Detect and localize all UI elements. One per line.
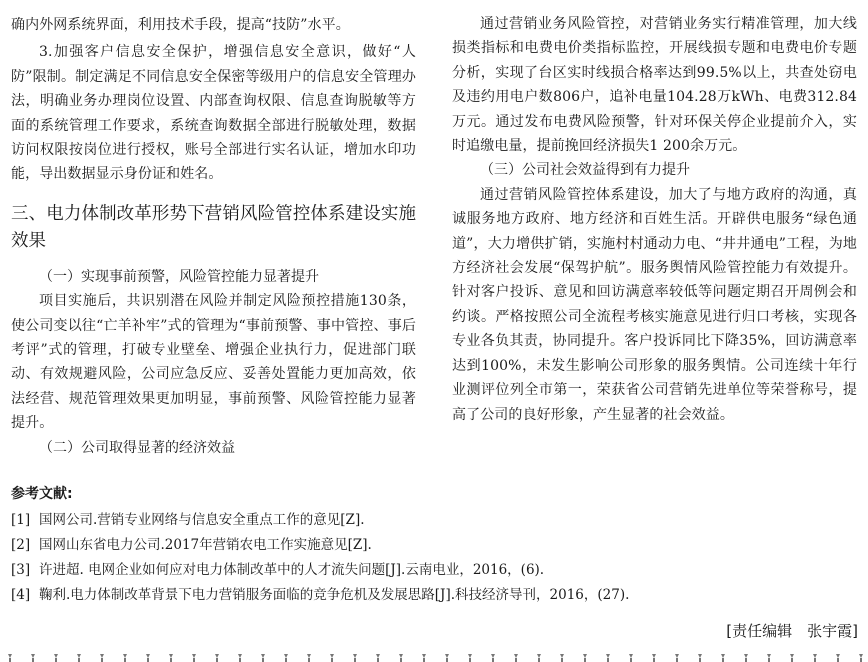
left-column: [11, 0, 416, 460]
right-column: [452, 0, 857, 427]
reference-item: [11, 510, 857, 530]
reference-number: [2]: [11, 537, 31, 553]
decorative-border-strip: [0, 652, 868, 662]
reference-item: [11, 585, 857, 605]
paragraph-sub-2: 通过营销业务风险管控，对营销业务实行精准管理，加大线损类指标和电费电价类指标监控，开展线损专题和电费电价专题分析，实现了台区实时线损合格率达到99.5%以上，共查处窃电及违约用电户数806户，追补电量104.28万kWh、电费312.84万元。通过发布电费风险预警，针对环保关停企业提前介入，实时追缴电量，提前挽回经济损失1 200余万元。: [452, 16, 857, 155]
references-title: 参考文献:: [11, 486, 73, 502]
responsible-editor: [责任编辑 张宇霞]: [726, 622, 858, 640]
reference-item: [11, 535, 857, 555]
paragraph-item-3: 3.加强客户信息安全保护，增强信息安全意识，做好“人防”限制。制定满足不同信息安全保密等级用户的信息安全管理办法，明确业务办理岗位设置、内部查询权限、信息查询脱敏等方面的系统管理工作要求，系统查询数据全部进行脱敏处理，数据访问权限按岗位进行授权，账号全部进行实名认证，增加水印功能，导出数据显示身份证和姓名。: [11, 44, 416, 183]
subheading-2: （二）公司取得显著的经济效益: [39, 439, 235, 456]
reference-number: [1]: [11, 512, 31, 528]
paragraph-sub-3: 通过营销风险管控体系建设，加大了与地方政府的沟通，真诚服务地方政府、地方经济和百姓生活。开辟供电服务“绿色通道”，大力增供扩销，实施村村通动力电、“井井通电”工程，为地方经济社会发展“保驾护航”。服务舆情风险管控能力有效提升。针对客户投诉、意见和回访满意率较低等问题定期召开周例会和约谈。严格按照公司全流程考核实施意见进行归口考核，实现各专业各负其责，协同提升。客户投诉同比下降35%，回访满意率达到100%，未发生影响公司形象的服务舆情。公司连续十年行业测评位列全市第一，荣获省公司营销先进单位等荣誉称号，提高了公司的良好形象，产生显著的社会效益。: [452, 186, 857, 423]
reference-number: [4]: [11, 587, 31, 603]
paragraph-carry-over: 确内外网系统界面，利用技术手段，提高“技防”水平。: [11, 17, 350, 33]
reference-number: [3]: [11, 562, 31, 578]
paragraph-sub-1: 项目实施后，共识别潜在风险并制定风险预控措施130条，使公司变以往“亡羊补牢”式的管理为“事前预警、事中管控、事后考评”式的管理，打破专业壁垒、增强企业执行力，促进部门联动、有效规避风险，公司应急反应、妥善处置能力更加高效，依法经营、规范管理效果更加明显，事前预警、风险管控能力显著提升。: [11, 293, 416, 432]
reference-text: 许进超. 电网企业如何应对电力体制改革中的人才流失问题[J].云南电业，2016，(6).: [39, 562, 545, 578]
reference-item: [11, 560, 857, 580]
reference-text: 鞠利.电力体制改革背景下电力营销服务面临的竞争危机及发展思路[J].科技经济导刊，2016，(27).: [39, 587, 630, 603]
references-section: [11, 484, 857, 610]
section-heading-3: 三、电力体制改革形势下营销风险管控体系建设实施效果: [11, 203, 416, 251]
reference-text: 国网山东省电力公司.2017年营销农电工作实施意见[Z].: [39, 537, 372, 553]
subheading-1: （一）实现事前预警，风险管控能力显著提升: [39, 268, 319, 285]
subheading-3: （三）公司社会效益得到有力提升: [480, 162, 690, 179]
reference-text: 国网公司.营销专业网络与信息安全重点工作的意见[Z].: [39, 512, 365, 528]
